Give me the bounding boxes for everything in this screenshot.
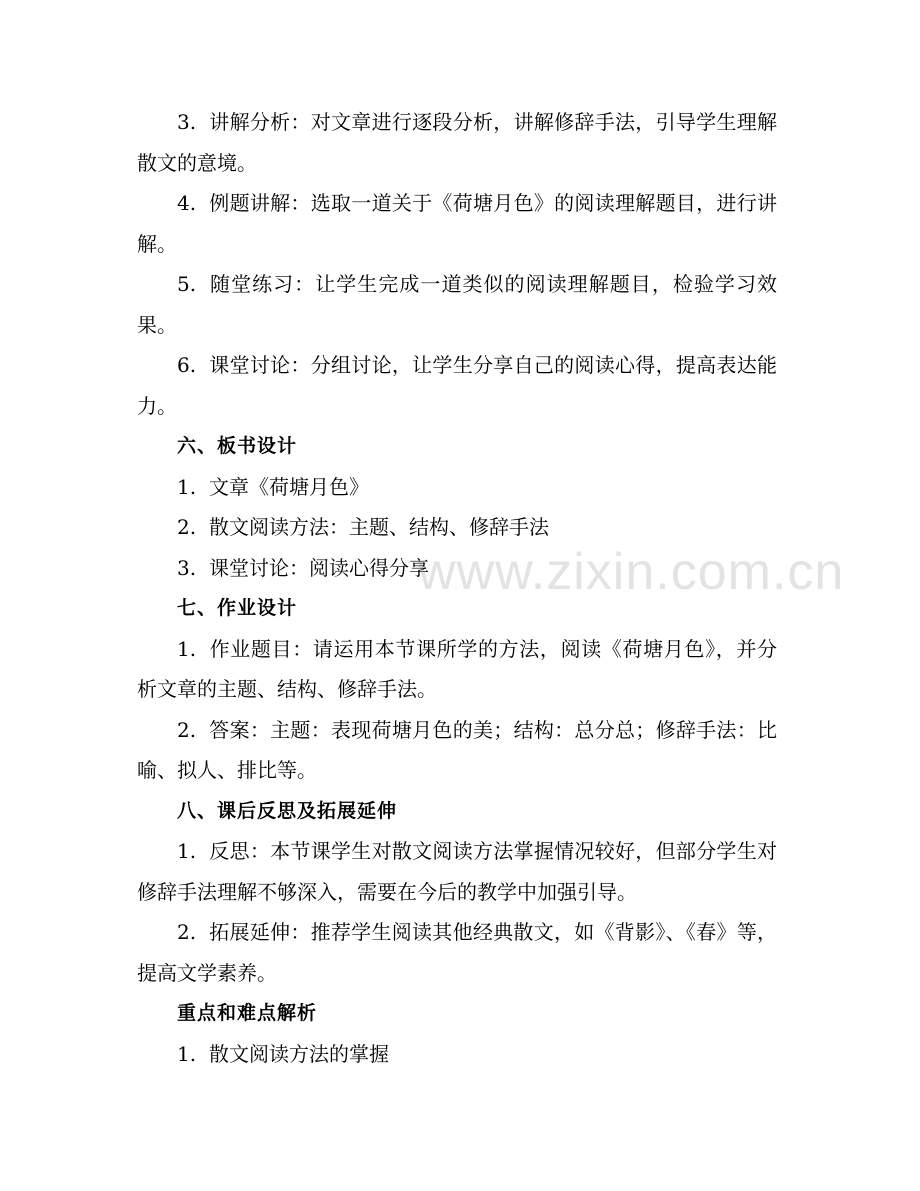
list-item [137, 467, 777, 508]
item-number: 1. [177, 1041, 197, 1066]
item-number: 6. [177, 353, 197, 377]
list-item [137, 264, 777, 345]
watermark: www.zixin.com.cn [418, 543, 845, 601]
section-heading: 八、课后反思及拓展延伸 [177, 799, 398, 822]
item-text: 课堂讨论：阅读心得分享 [209, 555, 429, 580]
list-item [137, 912, 777, 993]
list-item [137, 1034, 777, 1075]
list-item [137, 102, 777, 183]
item-text: 作业题目：请运用本节课所学的方法，阅读《荷塘月色》，并分析文章的主题、结构、修辞手法。 [137, 636, 777, 701]
item-text: 答案：主题：表现荷塘月色的美；结构：总分总；修辞手法：比喻、拟人、排比等。 [137, 717, 777, 782]
item-number: 3. [177, 110, 197, 134]
list-item [137, 507, 777, 548]
item-number: 5. [177, 272, 197, 296]
item-text: 反思：本节课学生对散文阅读方法掌握情况较好，但部分学生对修辞手法理解不够深入，需要在今后的教学中加强引导。 [137, 839, 777, 904]
item-text: 拓展延伸：推荐学生阅读其他经典散文，如《背影》、《春》等，提高文学素养。 [137, 920, 777, 985]
section-heading: 重点和难点解析 [177, 1002, 318, 1024]
item-number: 3. [177, 555, 197, 580]
item-number: 1. [177, 636, 197, 661]
list-item [137, 548, 777, 589]
item-number: 2. [177, 717, 197, 742]
item-text: 例题讲解：选取一道关于《荷塘月色》的阅读理解题目，进行讲解。 [137, 191, 777, 256]
item-text: 课堂讨论：分组讨论，让学生分享自己的阅读心得，提高表达能力。 [137, 353, 777, 418]
item-text: 随堂练习：让学生完成一道类似的阅读理解题目，检验学习效果。 [137, 272, 777, 337]
section-heading: 七、作业设计 [177, 597, 298, 619]
item-text: 文章《荷塘月色》 [209, 474, 369, 499]
list-item [137, 629, 777, 710]
item-text: 讲解分析：对文章进行逐段分析，讲解修辞手法，引导学生理解散文的意境。 [137, 110, 777, 175]
document-body [137, 102, 777, 1074]
list-item [137, 710, 777, 791]
item-number: 4. [177, 191, 197, 215]
item-number: 1. [177, 839, 197, 863]
item-text: 散文阅读方法的掌握 [209, 1041, 389, 1066]
list-item [137, 345, 777, 426]
section-heading: 六、板书设计 [177, 435, 298, 457]
item-number: 2. [177, 515, 197, 539]
list-item [137, 183, 777, 264]
list-item [137, 831, 777, 912]
item-text: 散文阅读方法：主题、结构、修辞手法 [209, 515, 549, 539]
item-number: 1. [177, 474, 197, 499]
item-number: 2. [177, 920, 197, 944]
